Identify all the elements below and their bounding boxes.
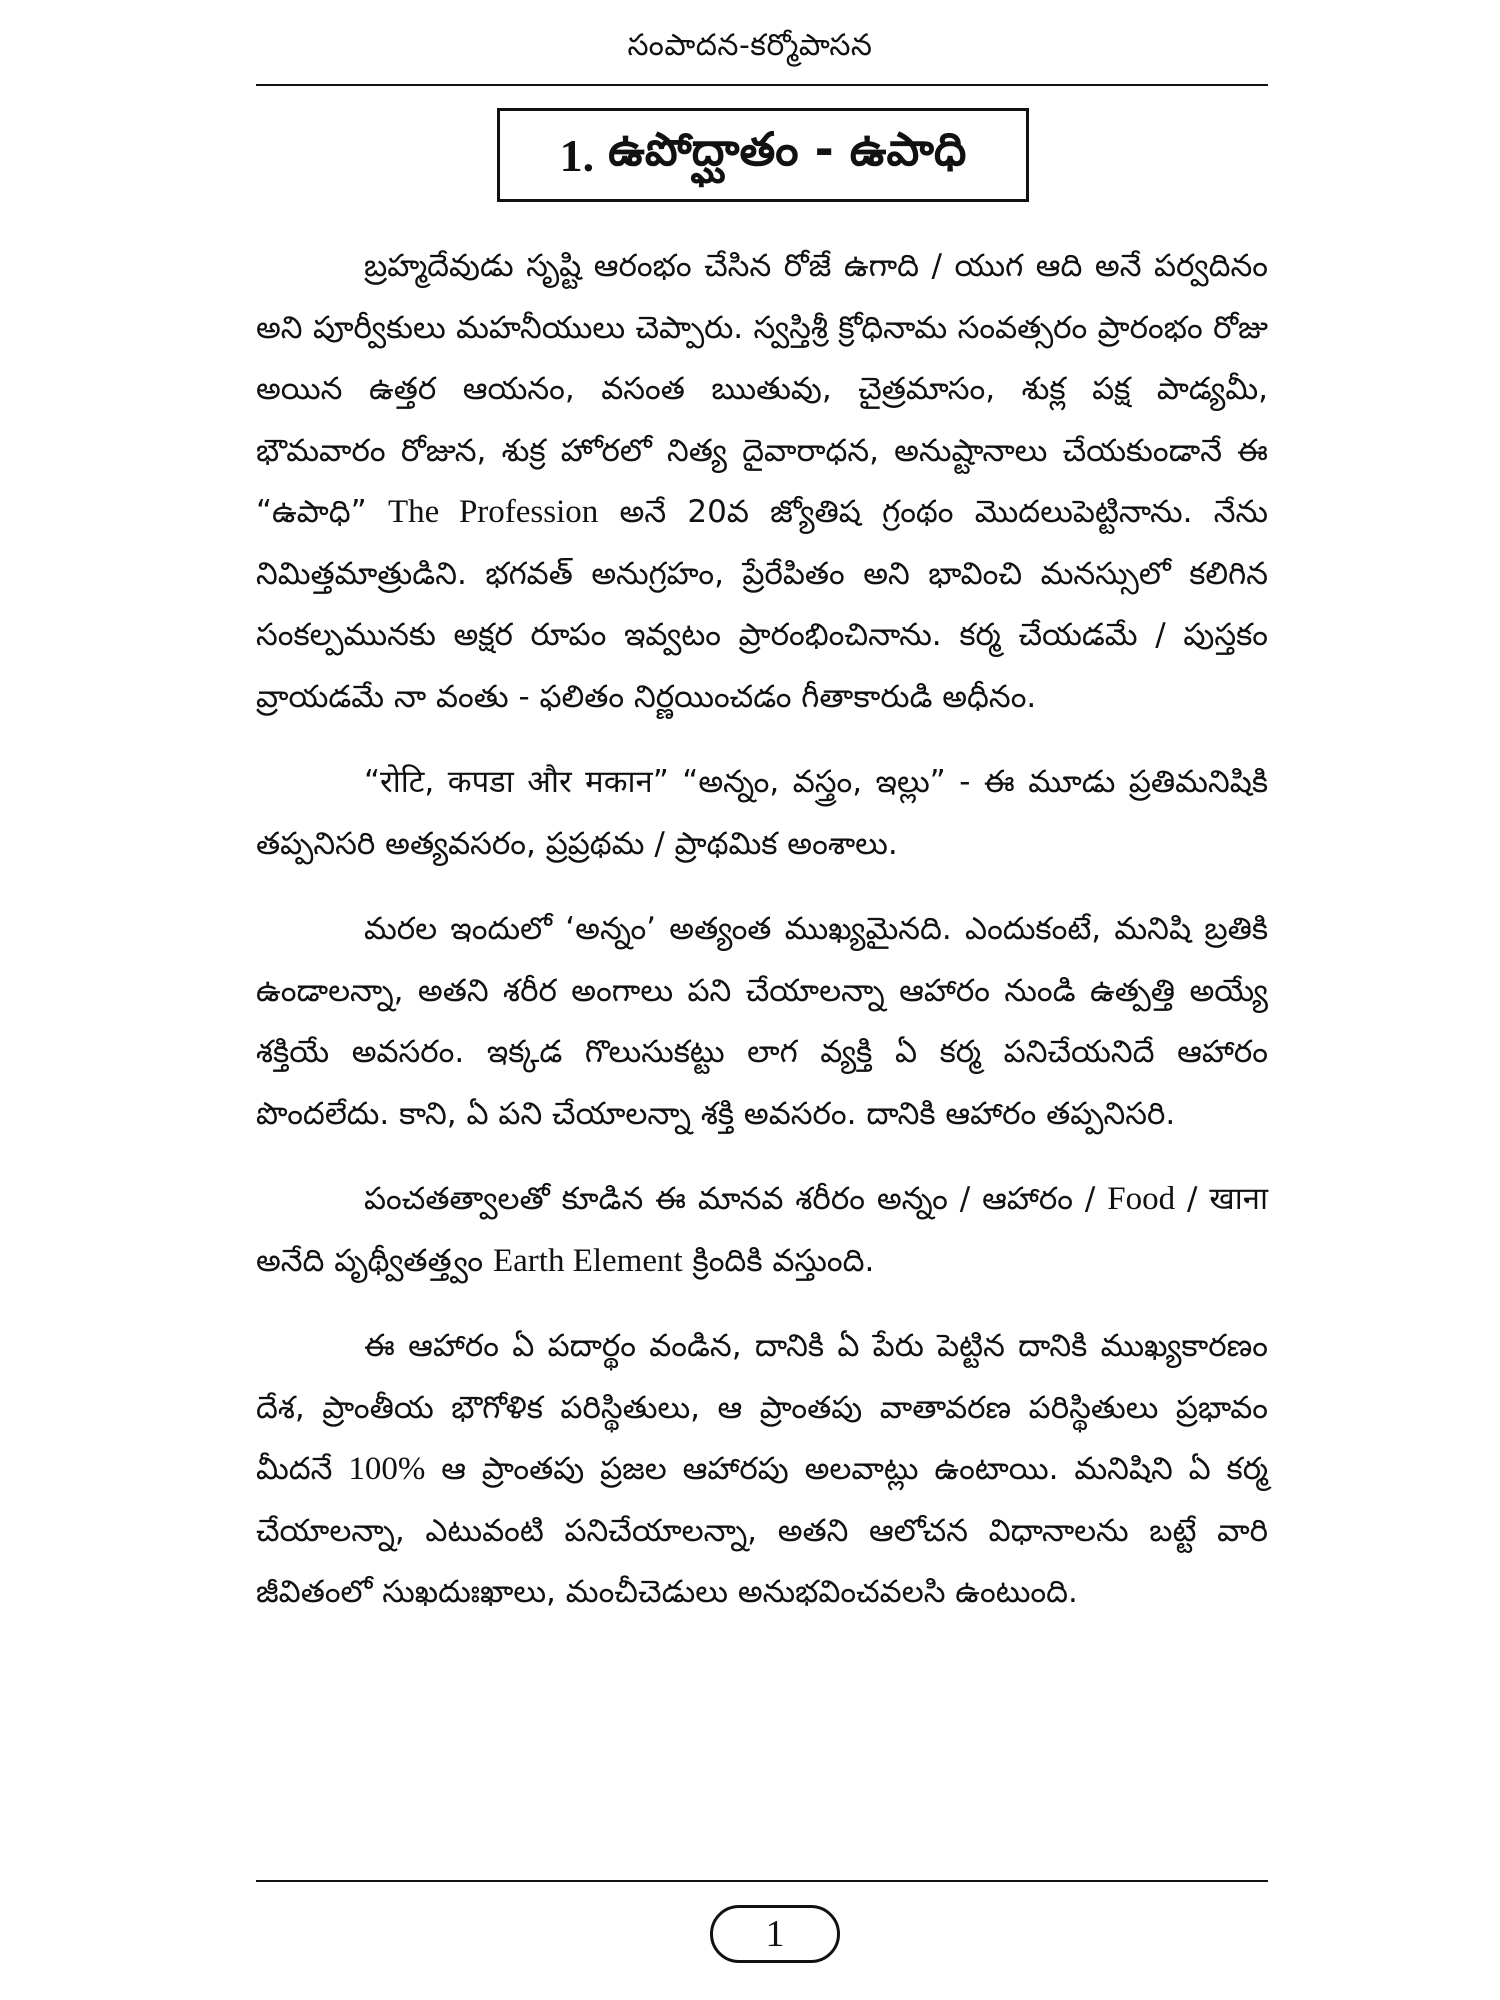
running-header: సంపాదన-కర్మోపాసన bbox=[627, 28, 873, 63]
header-rule bbox=[256, 84, 1268, 86]
body-text bbox=[256, 236, 1268, 1648]
chapter-title-box bbox=[497, 108, 1029, 202]
paragraph-2 bbox=[256, 752, 1268, 875]
paragraph-1-english: The Profession bbox=[387, 494, 599, 530]
paragraph-1-text: బ్రహ్మదేవుడు సృష్టి ఆరంభం చేసిన రోజే ఉగాది / యుగ ఆది అనే పర్వదినం అని పూర్వీకులు మహనీయులు చెప్పారు. స్వస్తిశ్రీ క్రోధినామ సంవత్సరం ప్రారంభం రోజు అయిన ఉత్తర ఆయనం, వసంత ఋతువు, చైత్రమాసం, శుక్ల పక్ష పాడ్యమీ, భౌమవారం రోజున, శుక్ర హోరలో నిత్య దైవారాధన, అనుష్టానాలు చేయకుండానే ఈ “ఉపాధి” bbox=[256, 248, 1268, 530]
paragraph-4-english-food: Food bbox=[1107, 1181, 1176, 1217]
paragraph-5-text: ఈ ఆహారం ఏ పదార్థం వండిన, దానికి ఏ పేరు పెట్టిన దానికి ముఖ్యకారణం దేశ, ప్రాంతీయ భౌగోళిక పరిస్థితులు, ఆ ప్రాంతపు వాతావరణ పరిస్థితులు ప్రభావం మీదనే bbox=[256, 1328, 1268, 1487]
paragraph-3-text: మరల ఇందులో ‘అన్నం’ అత్యంత ముఖ్యమైనది. ఎందుకంటే, మనిషి బ్రతికి ఉండాలన్నా, అతని శరీర అంగాలు పని చేయాలన్నా ఆహారం నుండి ఉత్పత్తి అయ్యే శక్తియే అవసరం. ఇక్కడ గొలుసుకట్టు లాగ వ్యక్తి ఏ కర్మ పనిచేయనిదే ఆహారం పొందలేదు. కాని, ఏ పని చేయాలన్నా శక్తి అవసరం. దానికి ఆహారం తప్పనిసరి. bbox=[256, 911, 1268, 1132]
paragraph-5-text-cont: ఆ ప్రాంతపు ప్రజల ఆహారపు అలవాట్లు ఉంటాయి. మనిషిని ఏ కర్మ చేయాలన్నా, ఎటువంటి పనిచేయాలన్నా, అతని ఆలోచన విధానాలను బట్టే వారి జీవితంలో సుఖదుఃఖాలు, మంచీచెడులు అనుభవించవలసి ఉంటుంది. bbox=[256, 1451, 1268, 1610]
paragraph-3 bbox=[256, 899, 1268, 1145]
paragraph-1 bbox=[256, 236, 1268, 728]
paragraph-5-percent: 100% bbox=[348, 1451, 426, 1487]
paragraph-4-text-end: క్రిందికి వస్తుంది. bbox=[692, 1242, 875, 1279]
page-number: 1 bbox=[710, 1905, 840, 1963]
paragraph-4-text: పంచతత్వాలతో కూడిన ఈ మానవ శరీరం అన్నం / ఆహారం / bbox=[364, 1181, 1096, 1217]
footer-rule bbox=[256, 1880, 1268, 1882]
chapter-title: ఉపోద్ఘాతం - ఉపాధి bbox=[608, 122, 967, 176]
paragraph-4-english-element: Earth Element bbox=[493, 1242, 683, 1279]
paragraph-4-text-cont: / खाना అనేది పృథ్వీతత్త్వం bbox=[256, 1181, 1269, 1279]
paragraph-2-text: “रोटि, कपडा और मकान” “అన్నం, వస్త్రం, ఇల్లు” - ఈ మూడు ప్రతిమనిషికి తప్పనిసరి అత్యవసరం, ప్రప్రథమ / ప్రాథమిక అంశాలు. bbox=[256, 764, 1268, 862]
chapter-number: 1. bbox=[559, 129, 595, 181]
paragraph-5 bbox=[256, 1316, 1268, 1624]
paragraph-4 bbox=[256, 1169, 1268, 1292]
paragraph-1-text-cont: అనే 20వ జ్యోతిష గ్రంథం మొదలుపెట్టినాను. నేను నిమిత్తమాత్రుడిని. భగవత్ అనుగ్రహం, ప్రేరేపితం అని భావించి మనస్సులో కలిగిన సంకల్పమునకు అక్షర రూపం ఇవ్వటం ప్రారంభించినాను. కర్మ చేయడమే / పుస్తకం వ్రాయడమే నా వంతు - ఫలితం నిర్ణయించడం గీతాకారుడి అధీనం. bbox=[256, 494, 1268, 715]
